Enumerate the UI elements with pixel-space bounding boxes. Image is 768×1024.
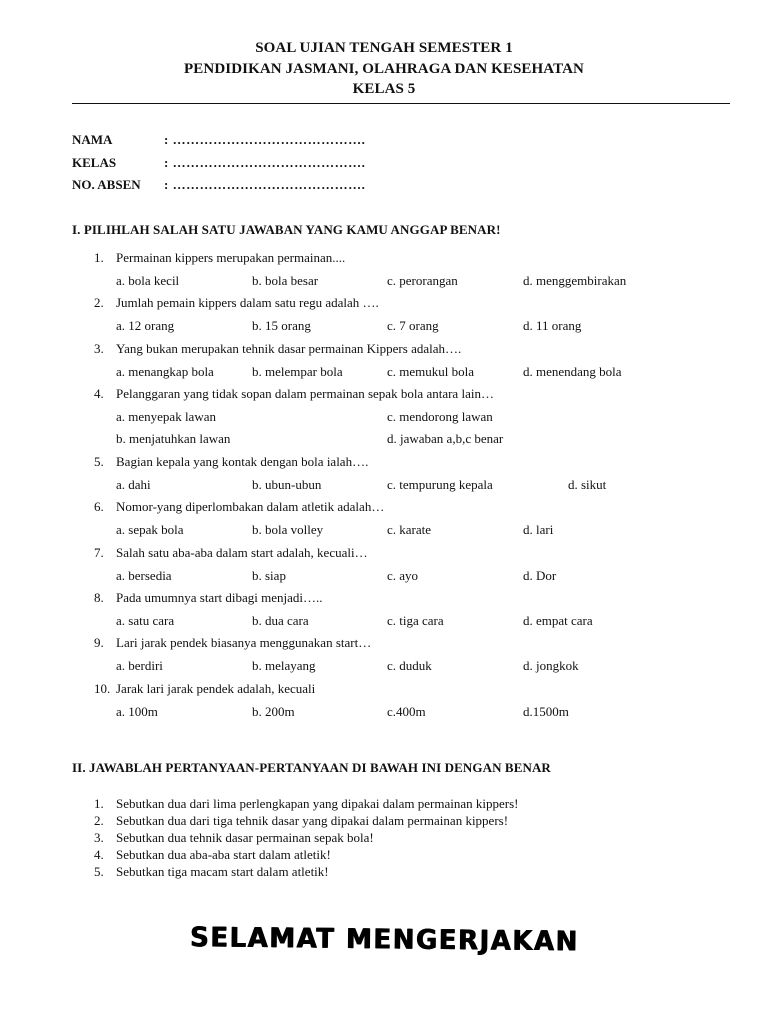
option-b: b. menjatuhkan lawan: [116, 431, 231, 446]
option-c: c. memukul bola: [387, 364, 475, 379]
option-c: c. perorangan: [387, 273, 458, 288]
question-text: Bagian kepala yang kontak dengan bola ialah….: [116, 454, 369, 469]
question-text: Sebutkan dua dari tiga tehnik dasar yang dipakai dalam permainan kippers!: [116, 813, 509, 828]
question-text: Yang bukan merupakan tehnik dasar permainan Kippers adalah….: [116, 341, 462, 356]
question-7: [94, 545, 368, 561]
question-2: [94, 295, 379, 311]
question-text: Jumlah pemain kippers dalam satu regu adalah ….: [116, 295, 379, 310]
question-number: 4.: [94, 847, 104, 862]
name-label: NAMA: [72, 132, 113, 147]
option-d: d. jawaban a,b,c benar: [387, 431, 504, 446]
question-number: 8.: [94, 590, 104, 605]
option-d: d. Dor: [523, 568, 557, 583]
option-c: c.400m: [387, 704, 426, 719]
option-a: a. bola kecil: [116, 273, 180, 288]
option-a: a. 12 orang: [116, 318, 175, 333]
question-number: 2.: [94, 295, 104, 310]
option-d: d. sikut: [568, 477, 607, 492]
option-c: c. karate: [387, 522, 432, 537]
option-c: c. 7 orang: [387, 318, 439, 333]
question-text: Permainan kippers merupakan permainan....: [116, 250, 346, 265]
class-field: [72, 155, 365, 171]
option-d: d. menendang bola: [523, 364, 622, 379]
option-b: b. melayang: [252, 658, 316, 673]
option-c: c. duduk: [387, 658, 432, 673]
option-b: b. bola volley: [252, 522, 324, 537]
question-8: [94, 590, 323, 606]
question-5: [94, 454, 368, 470]
question-text: Nomor-yang diperlombakan dalam atletik adalah…: [116, 499, 385, 514]
essay-question-3: [94, 829, 374, 846]
exam-header: [0, 38, 768, 100]
question-text: Pelanggaran yang tidak sopan dalam permainan sepak bola antara lain…: [116, 386, 494, 401]
option-b: b. 200m: [252, 704, 295, 719]
section2-title: II. JAWABLAH PERTANYAAN-PERTANYAAN DI BAWAH INI DENGAN BENAR: [72, 760, 551, 775]
option-d: d.1500m: [523, 704, 569, 719]
option-a: a. menangkap bola: [116, 364, 214, 379]
name-blank: : …………………………………….: [164, 132, 366, 147]
question-number: 6.: [94, 499, 104, 514]
option-b: b. 15 orang: [252, 318, 311, 333]
option-c: c. ayo: [387, 568, 419, 583]
question-text: Sebutkan tiga macam start dalam atletik!: [116, 864, 329, 879]
option-b: b. siap: [252, 568, 286, 583]
option-d: d. menggembirakan: [523, 273, 627, 288]
option-a: a. dahi: [116, 477, 151, 492]
essay-question-5: [94, 863, 329, 880]
question-text: Sebutkan dua dari lima perlengkapan yang dipakai dalam permainan kippers!: [116, 796, 519, 811]
option-b: b. ubun-ubun: [252, 477, 322, 492]
question-text: Salah satu aba-aba dalam start adalah, kecuali…: [116, 545, 368, 560]
question-number: 1.: [94, 250, 104, 265]
question-number: 2.: [94, 813, 104, 828]
question-number: 3.: [94, 830, 104, 845]
question-3: [94, 341, 461, 357]
question-number: 1.: [94, 796, 104, 811]
option-d: d. 11 orang: [523, 318, 582, 333]
class-title: KELAS 5: [352, 81, 416, 97]
question-number: 5.: [94, 454, 104, 469]
name-field: [72, 132, 365, 148]
question-6: [94, 499, 384, 515]
option-d: d. lari: [523, 522, 554, 537]
question-4: [94, 386, 494, 402]
question-number: 7.: [94, 545, 104, 560]
question-number: 4.: [94, 386, 104, 401]
question-text: Sebutkan dua aba-aba start dalam atletik!: [116, 847, 331, 862]
essay-question-4: [94, 846, 331, 863]
question-text: Pada umumnya start dibagi menjadi…..: [116, 590, 323, 605]
option-b: b. melempar bola: [252, 364, 343, 379]
essay-question-2: [94, 812, 508, 829]
class-blank: : …………………………………….: [164, 155, 366, 170]
absen-field: [72, 177, 365, 193]
absen-label: NO. ABSEN: [72, 177, 141, 192]
option-a: a. satu cara: [116, 613, 175, 628]
question-1: [94, 250, 345, 266]
absen-blank: : …………………………………….: [164, 177, 366, 192]
question-number: 3.: [94, 341, 104, 356]
option-b: b. bola besar: [252, 273, 319, 288]
question-text: Sebutkan dua tehnik dasar permainan sepak bola!: [116, 830, 374, 845]
option-a: a. berdiri: [116, 658, 163, 673]
option-c: c. tempurung kepala: [387, 477, 493, 492]
subject-title: PENDIDIKAN JASMANI, OLAHRAGA DAN KESEHATAN: [184, 60, 584, 77]
option-a: a. bersedia: [116, 568, 172, 583]
exam-title: SOAL UJIAN TENGAH SEMESTER 1: [255, 40, 513, 56]
option-d: d. empat cara: [523, 613, 593, 628]
option-a: a. 100m: [116, 704, 158, 719]
option-d: d. jongkok: [523, 658, 579, 673]
header-divider: [72, 103, 730, 104]
class-label: KELAS: [72, 155, 117, 170]
option-c: c. tiga cara: [387, 613, 444, 628]
question-number: 9.: [94, 635, 104, 650]
closing-text: SELAMAT MENGERJAKAN: [189, 922, 579, 958]
question-10: [94, 681, 315, 697]
closing-banner: [0, 922, 768, 958]
question-number: 10.: [94, 681, 111, 696]
question-number: 5.: [94, 864, 104, 879]
question-text: Jarak lari jarak pendek adalah, kecuali: [116, 681, 316, 696]
option-c: c. mendorong lawan: [387, 409, 493, 424]
question-text: Lari jarak pendek biasanya menggunakan start…: [116, 635, 372, 650]
essay-question-1: [94, 795, 519, 812]
option-b: b. dua cara: [252, 613, 309, 628]
question-9: [94, 635, 371, 651]
section1-title: I. PILIHLAH SALAH SATU JAWABAN YANG KAMU ANGGAP BENAR!: [72, 222, 501, 237]
option-a: a. sepak bola: [116, 522, 184, 537]
option-a: a. menyepak lawan: [116, 409, 216, 424]
